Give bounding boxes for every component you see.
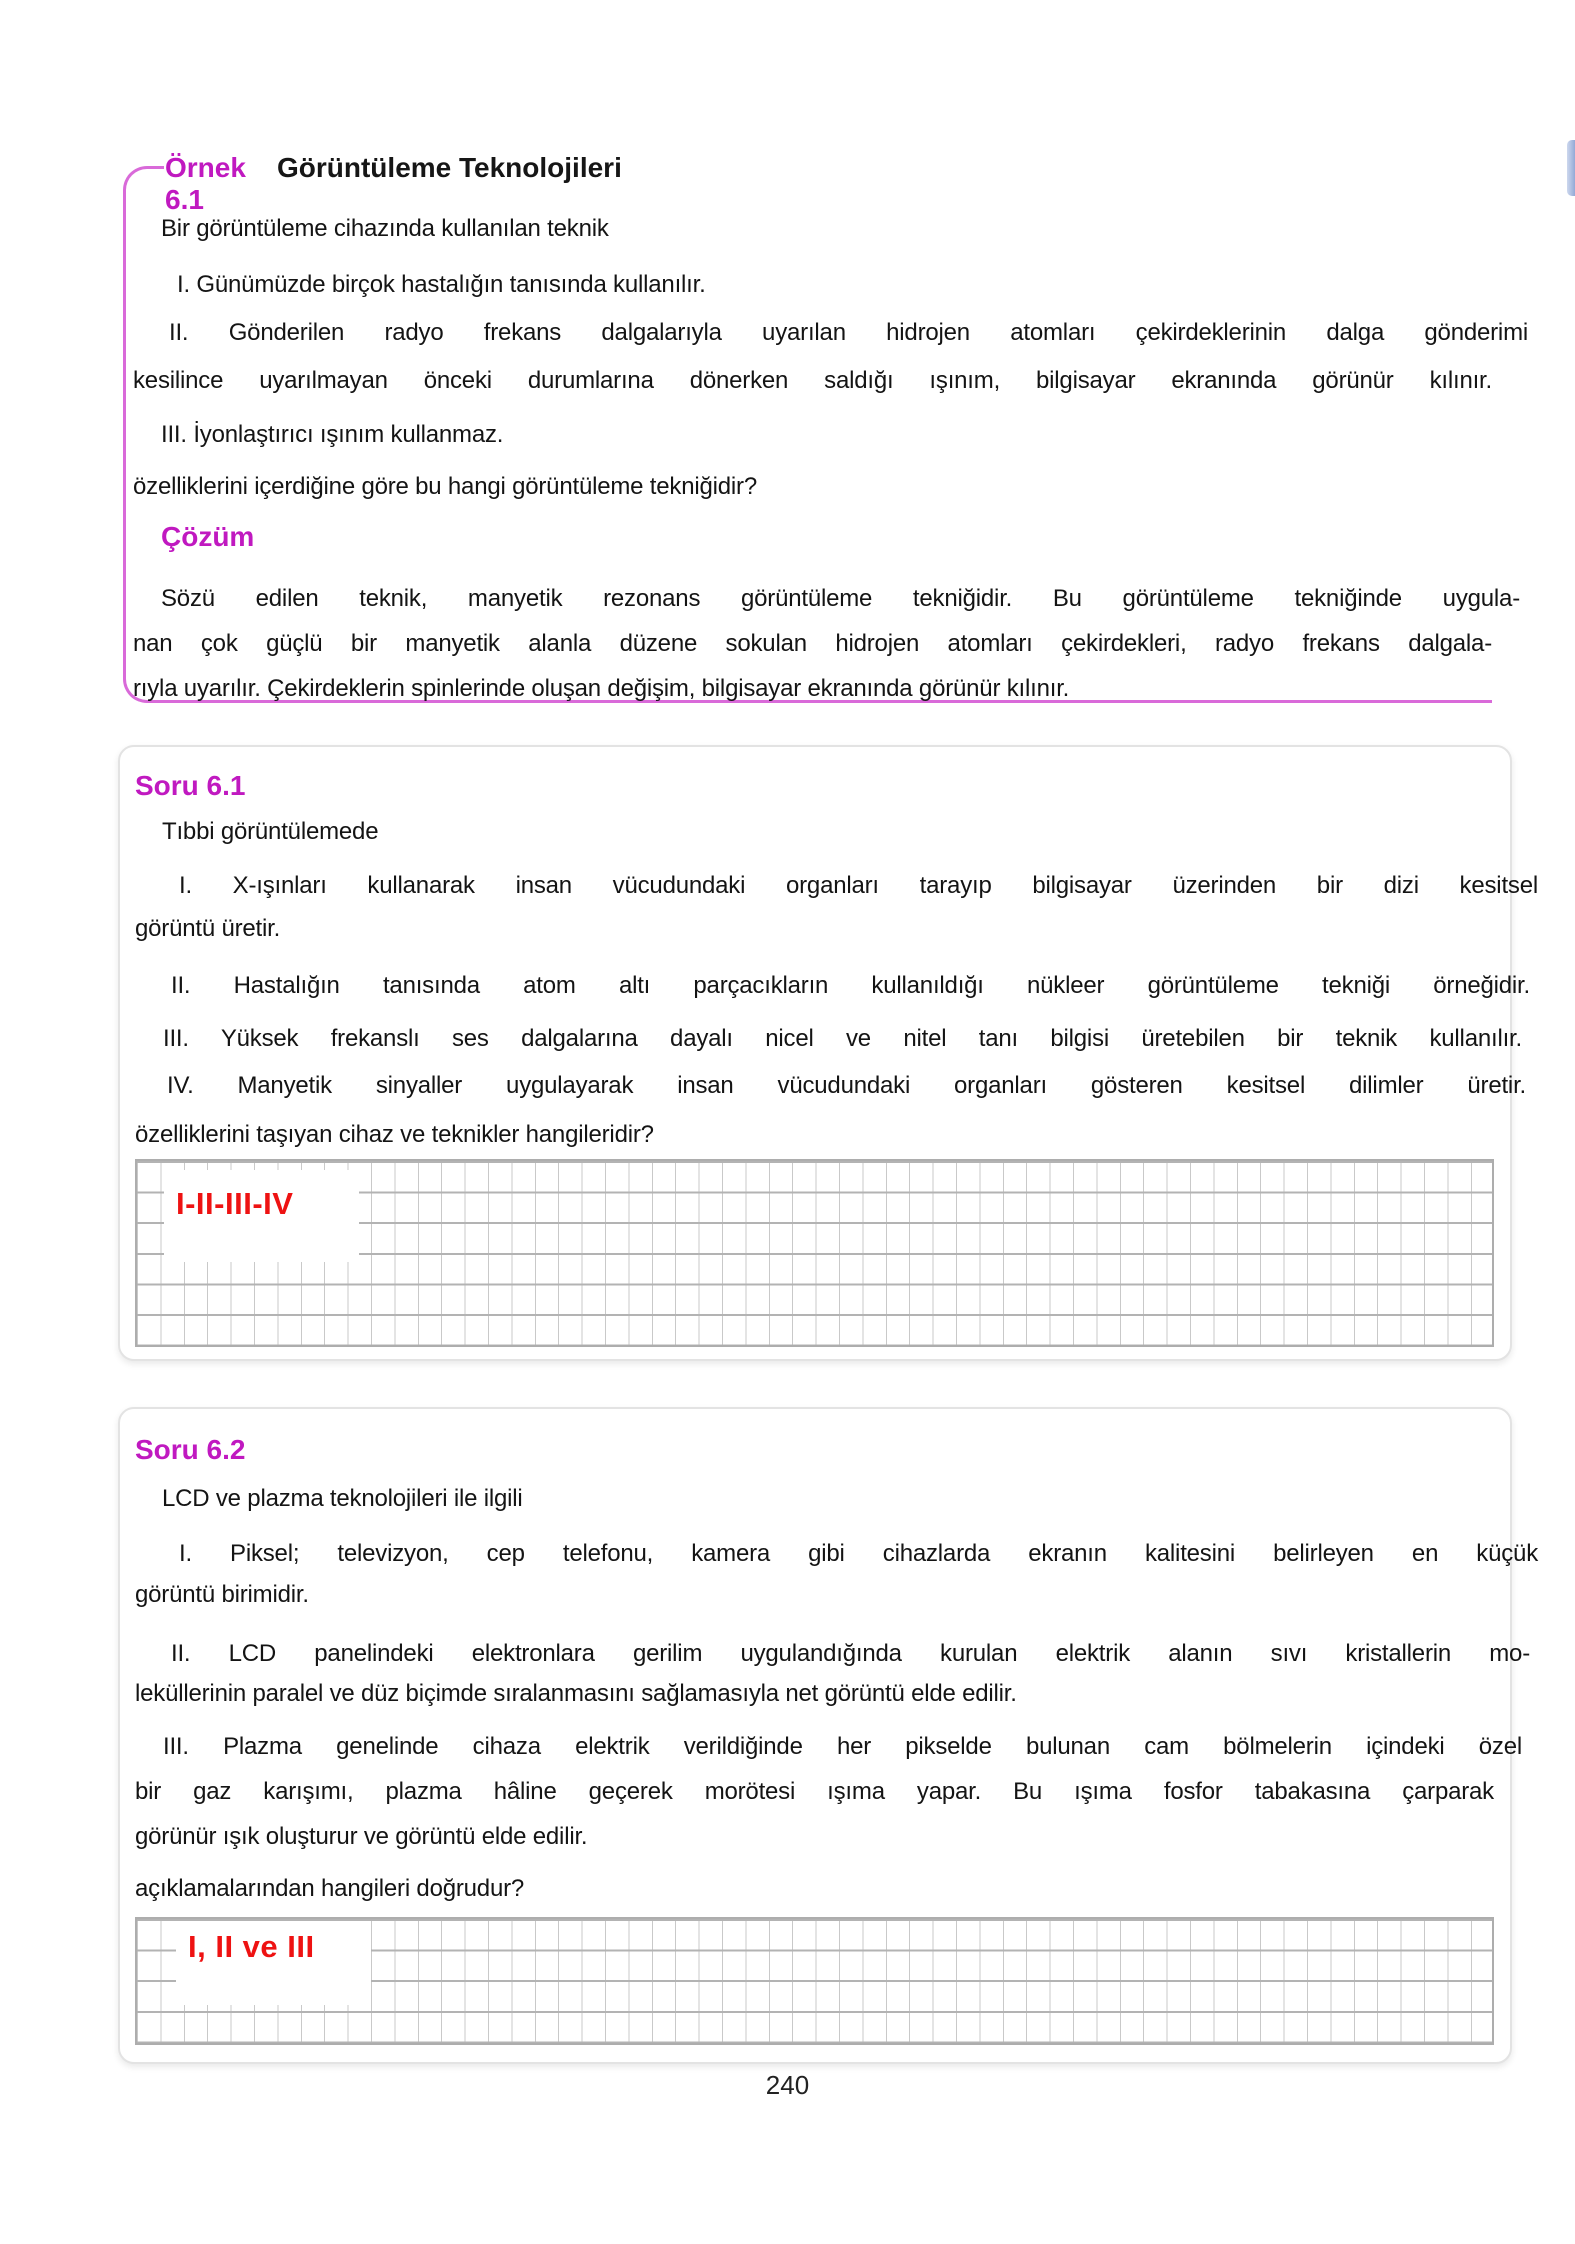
question-6-2-item-3-line-2: bir gaz karışımı, plazma hâline geçerek morötesi ışıma yapar. Bu ışıma fosfor tabakasına çarparak xyxy=(135,1778,1494,1805)
example-question: özelliklerini içerdiğine göre bu hangi görüntüleme tekniğidir? xyxy=(133,473,757,500)
question-6-1-item-4: IV. Manyetik sinyaller uygulayarak insan vücudundaki organları gösteren kesitsel dilimler üretir. xyxy=(167,1072,1526,1099)
example-box xyxy=(133,150,1528,710)
question-6-1-intro: Tıbbi görüntülemede xyxy=(162,818,379,845)
question-6-2-item-1-line-1: I. Piksel; televizyon, cep telefonu, kamera gibi cihazlarda ekranın kalitesini belirleyen en küçük xyxy=(179,1540,1538,1567)
question-6-2-item-1-line-2: görüntü birimidir. xyxy=(135,1581,309,1608)
answer-grid-6-2 xyxy=(135,1917,1494,2045)
question-6-2-item-2-line-2: leküllerinin paralel ve düz biçimde sıralanmasını sağlamasıyla net görüntü elde edilir. xyxy=(135,1680,1017,1707)
page-number: 240 xyxy=(765,2070,810,2100)
question-6-2-item-2-line-1: II. LCD panelindeki elektronlara gerilim uygulandığında kurulan elektrik alanın sıvı kristallerin mo- xyxy=(171,1640,1530,1667)
answer-patch-6-2 xyxy=(176,1921,371,2005)
example-title: Görüntüleme Teknolojileri xyxy=(277,152,622,183)
solution-label: Çözüm xyxy=(161,521,255,552)
question-6-1-question: özelliklerini taşıyan cihaz ve teknikler hangileridir? xyxy=(135,1121,654,1148)
question-6-1-item-2: II. Hastalığın tanısında atom altı parçacıkların kullanıldığı nükleer görüntüleme tekniği örneğidir. xyxy=(171,972,1530,999)
solution-line-2: nan çok güçlü bir manyetik alanla düzene sokulan hidrojen atomları çekirdekleri, radyo frekans dalgala- xyxy=(133,630,1492,657)
example-item-3: III. İyonlaştırıcı ışınım kullanmaz. xyxy=(161,421,504,448)
example-item-2-line-1: II. Gönderilen radyo frekans dalgalarıyla uyarılan hidrojen atomları çekirdeklerinin dalga gönderimi xyxy=(169,319,1528,346)
answer-grid-6-1 xyxy=(135,1159,1494,1347)
question-6-2-intro: LCD ve plazma teknolojileri ile ilgili xyxy=(162,1485,523,1512)
question-6-2-item-3-line-1: III. Plazma genelinde cihaza elektrik verildiğinde her pikselde bulunan cam bölmelerin içindeki özel xyxy=(163,1733,1522,1760)
question-card-6-1 xyxy=(118,745,1538,1361)
chapter-side-tab xyxy=(1567,140,1575,196)
answer-text-6-1: I-II-III-IV xyxy=(176,1186,294,1221)
question-6-1-item-1-line-1: I. X-ışınları kullanarak insan vücudundaki organları tarayıp bilgisayar üzerinden bir dizi kesitsel xyxy=(179,872,1538,899)
example-item-1: I. Günümüzde birçok hastalığın tanısında kullanılır. xyxy=(177,271,706,298)
example-item-2-line-2: kesilince uyarılmayan önceki durumlarına dönerken saldığı ışınım, bilgisayar ekranında görünür kılınır. xyxy=(133,367,1492,394)
question-6-1-item-1-line-2: görüntü üretir. xyxy=(135,915,281,942)
solution-line-1: Sözü edilen teknik, manyetik rezonans görüntüleme tekniğidir. Bu görüntüleme tekniğinde uygula- xyxy=(161,585,1520,612)
answer-text-6-2: I, II ve III xyxy=(188,1929,315,1964)
question-6-2-question: açıklamalarından hangileri doğrudur? xyxy=(135,1875,525,1902)
question-6-2-item-3-line-3: görünür ışık oluşturur ve görüntü elde edilir. xyxy=(135,1823,588,1850)
example-label: Örnek 6.1 xyxy=(165,152,246,215)
question-6-1-label: Soru 6.1 xyxy=(135,770,246,801)
question-6-1-item-3: III. Yüksek frekanslı ses dalgalarına dayalı nicel ve nitel tanı bilgisi üretebilen bir teknik kullanılır. xyxy=(163,1025,1522,1052)
answer-patch-6-1 xyxy=(164,1170,359,1262)
question-6-2-label: Soru 6.2 xyxy=(135,1434,246,1465)
question-card-6-2 xyxy=(118,1407,1538,2064)
solution-line-3: rıyla uyarılır. Çekirdeklerin spinlerinde oluşan değişim, bilgisayar ekranında görünür kılınır. xyxy=(133,675,1070,702)
example-intro: Bir görüntüleme cihazında kullanılan teknik xyxy=(161,215,609,242)
